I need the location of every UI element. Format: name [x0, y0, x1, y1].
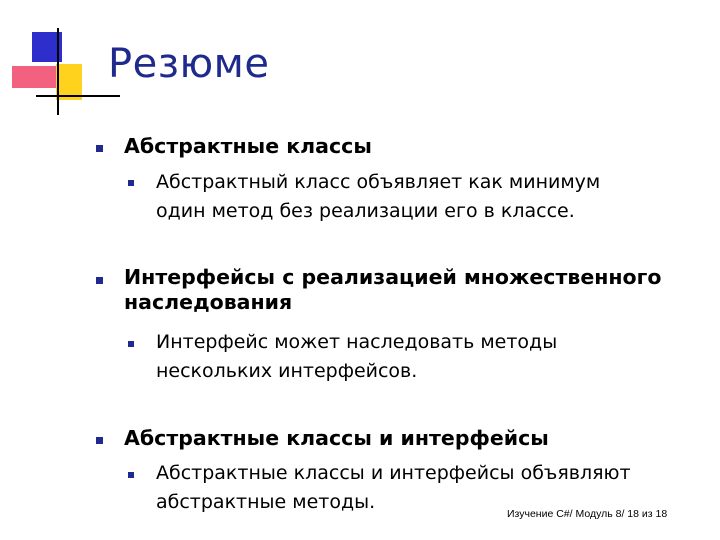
sub-line: один метод без реализации его в классе. [156, 200, 575, 222]
sub-line: нескольких интерфейсов. [156, 360, 418, 382]
heading-line: Абстрактные классы [124, 134, 372, 158]
sub-line: Абстрактный класс объявляет как минимум [156, 171, 601, 193]
bullet-item-3-heading [124, 426, 704, 451]
bullet-marker [128, 472, 134, 478]
bullet-marker [128, 180, 134, 186]
bullet-marker [128, 341, 134, 347]
sub-line: Абстрактные классы и интерфейсы объявляют [156, 462, 631, 484]
sub-line: Интерфейс может наследовать методы [156, 331, 558, 353]
bullet-item-2-heading [124, 265, 704, 315]
bullet-item-2-sub [156, 328, 696, 386]
bullet-marker [96, 145, 103, 152]
bullet-item-1-heading [124, 134, 704, 159]
heading-line: Абстрактные классы и интерфейсы [124, 426, 549, 450]
bullet-item-1-sub [156, 168, 696, 226]
sub-line: абстрактные методы. [156, 491, 376, 513]
heading-line: Интерфейсы с реализацией множественного [124, 265, 662, 289]
slide-footer: Изучение C#/ Модуль 8/ 18 из 18 [507, 508, 668, 520]
bullet-marker [96, 277, 103, 284]
slide-title: Резюме [108, 41, 270, 87]
heading-line: наследования [124, 290, 293, 314]
bullet-marker [96, 437, 103, 444]
